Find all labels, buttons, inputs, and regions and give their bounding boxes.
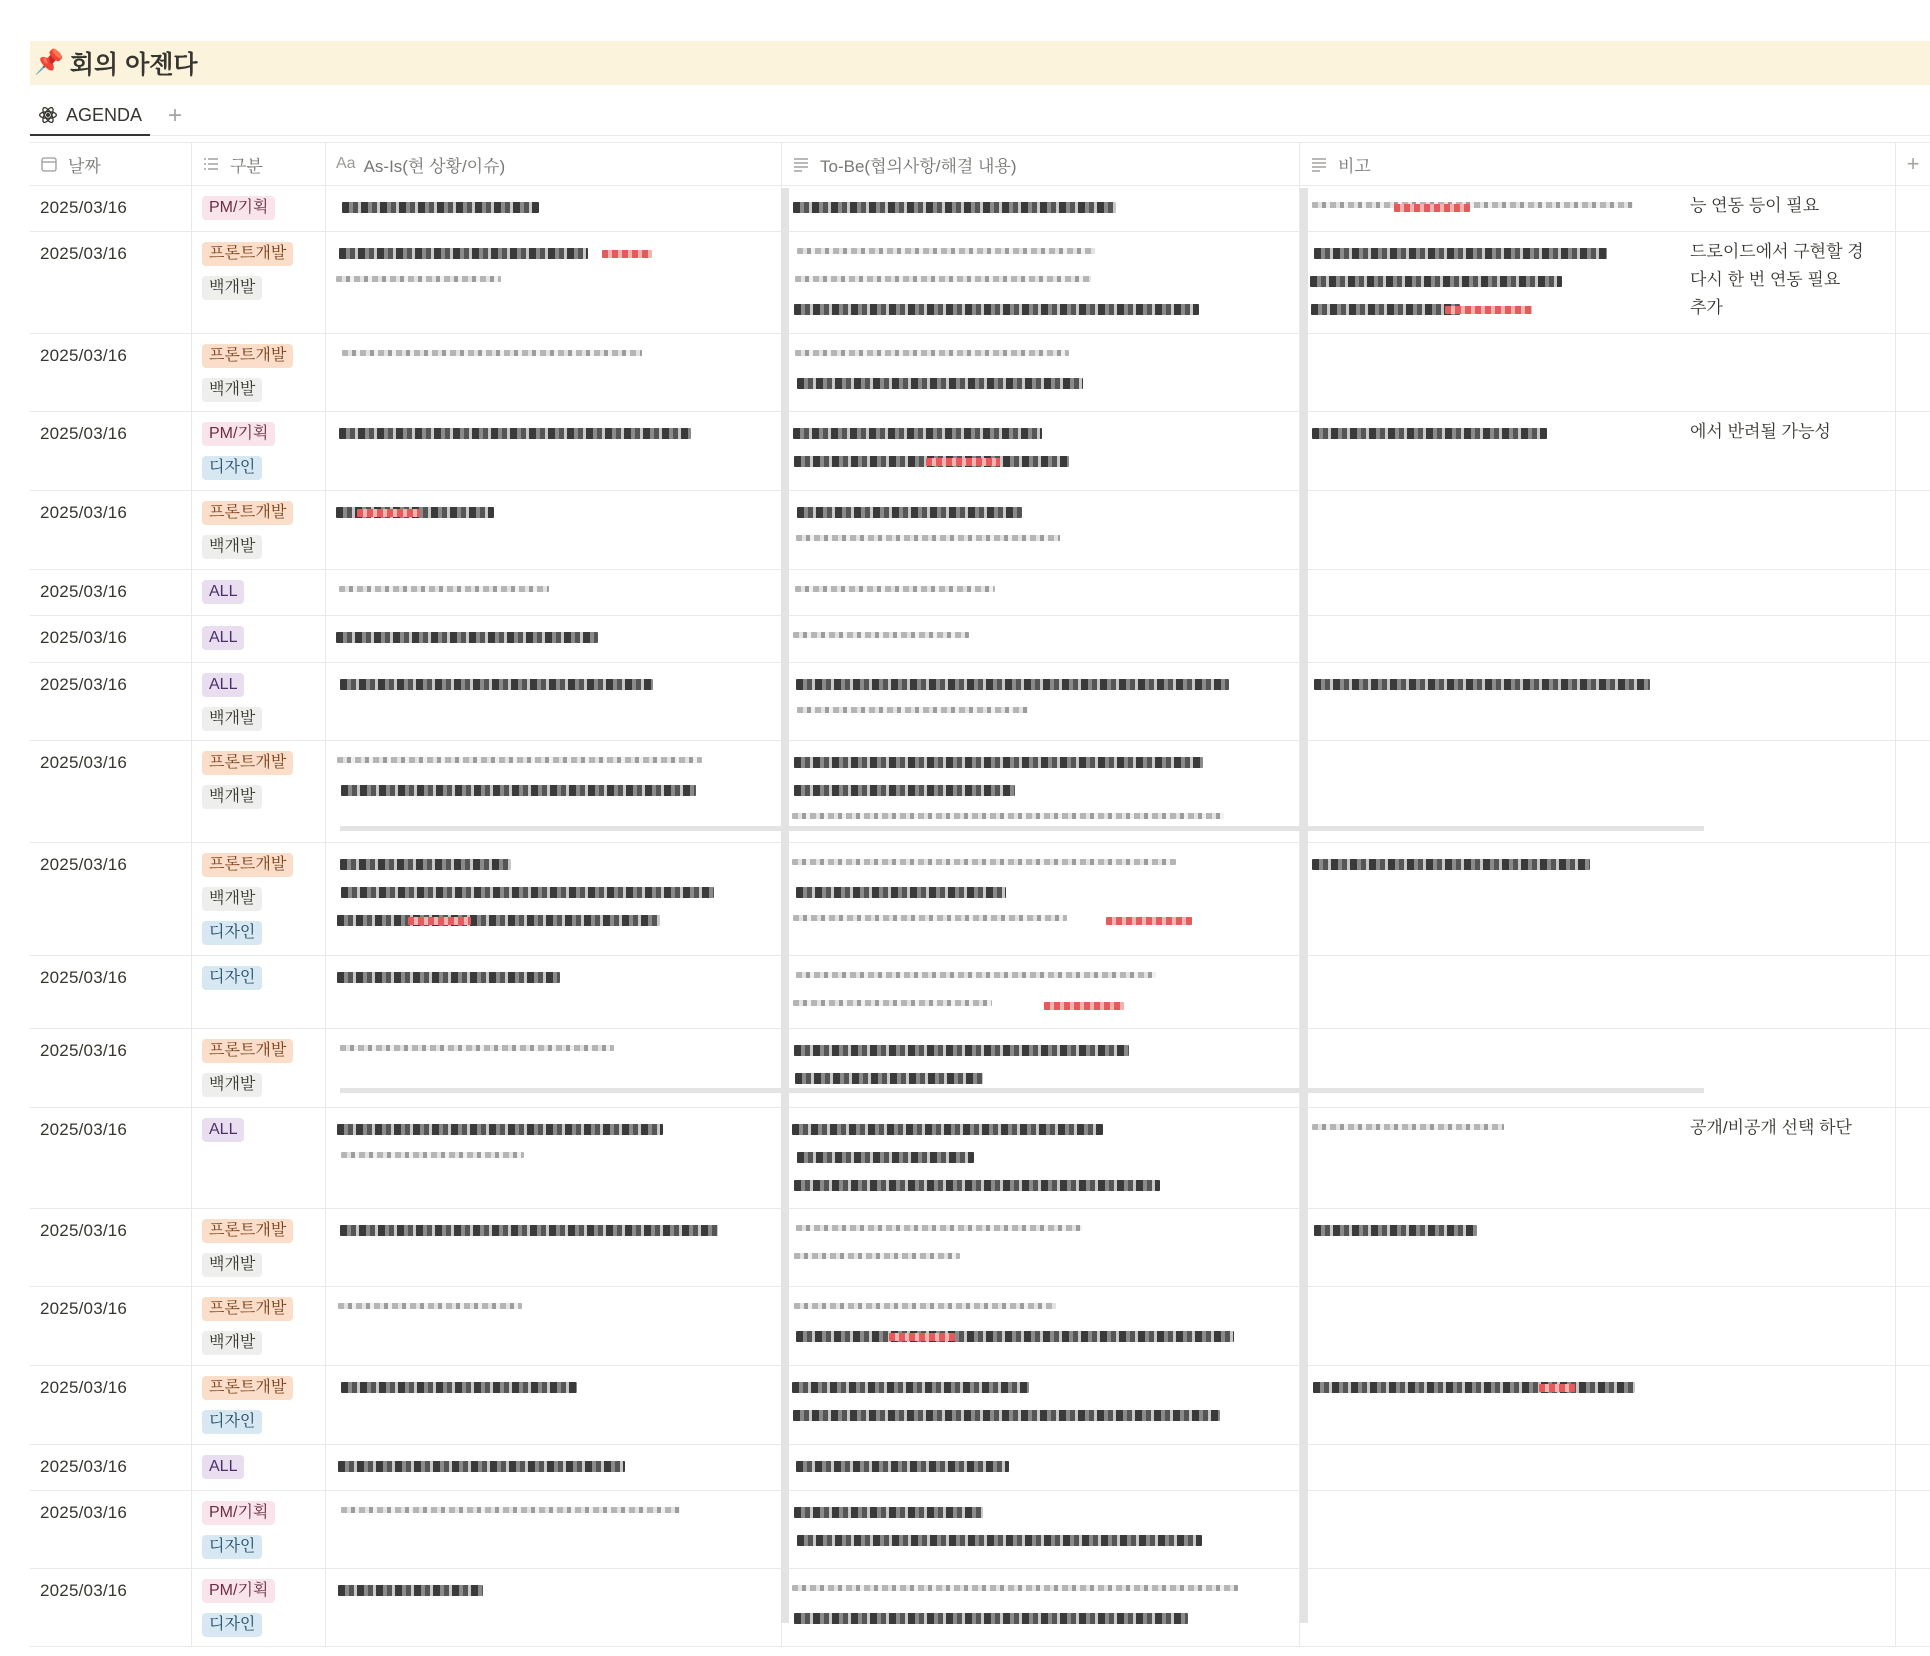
redacted-text: [1539, 1384, 1575, 1392]
cell-category[interactable]: [192, 843, 326, 955]
note-value: 다시 한 번 연동 필요: [1690, 270, 1841, 289]
cell-empty: [1896, 491, 1930, 569]
redacted-text: [889, 1333, 955, 1341]
note-value: 추가: [1690, 298, 1723, 317]
cell-date[interactable]: [30, 491, 192, 569]
cell-note[interactable]: [1300, 186, 1896, 231]
category-tag: 프론트개발: [202, 853, 293, 877]
redacted-text: [341, 785, 696, 796]
redacted-text: [792, 1585, 1238, 1591]
cell-asis[interactable]: [326, 1366, 782, 1444]
redacted-text: [341, 1152, 524, 1158]
column-header-tobe-label: To-Be(협의사항/해결 내용): [820, 156, 1017, 176]
cell-category[interactable]: [192, 663, 326, 740]
column-header-date-label: 날짜: [68, 156, 101, 176]
redacted-text: [794, 1253, 960, 1259]
category-tag: 디자인: [202, 456, 262, 480]
cell-category[interactable]: [192, 616, 326, 662]
category-tag: PM/기획: [202, 422, 275, 446]
cell-empty: [1896, 232, 1930, 333]
view-tab-agenda[interactable]: [30, 96, 150, 136]
date-value: 2025/03/16: [40, 1457, 128, 1476]
redacted-text: [336, 632, 598, 643]
cell-category[interactable]: [192, 186, 326, 231]
date-value: 2025/03/16: [40, 1378, 128, 1397]
redacted-text: [796, 972, 1156, 978]
cell-date[interactable]: [30, 1287, 192, 1365]
category-tag: 프론트개발: [202, 242, 293, 266]
cell-category[interactable]: [192, 232, 326, 333]
add-view-button[interactable]: +: [168, 101, 183, 129]
redacted-text: [337, 757, 702, 763]
date-value: 2025/03/16: [40, 1041, 128, 1060]
category-tag: 백개발: [202, 535, 262, 559]
category-tag: ALL: [202, 580, 244, 604]
cell-asis[interactable]: [326, 1287, 782, 1365]
cell-note[interactable]: [1300, 1366, 1896, 1444]
cell-asis[interactable]: [326, 186, 782, 231]
redacted-text: [797, 507, 1022, 518]
list-icon: [202, 155, 220, 173]
cell-category[interactable]: [192, 1366, 326, 1444]
redacted-text: [794, 1613, 1188, 1624]
cell-note[interactable]: [1300, 1209, 1896, 1286]
redacted-text: [1044, 1002, 1124, 1010]
redacted-text: [408, 917, 471, 925]
redacted-text: [1314, 248, 1607, 259]
cell-empty: [1896, 663, 1930, 740]
note-value: 드로이드에서 구현할 경: [1690, 242, 1864, 261]
redacted-text: [794, 1045, 1129, 1056]
column-header-date[interactable]: [30, 143, 192, 185]
cell-date[interactable]: [30, 570, 192, 615]
table-row[interactable]: [30, 1108, 1930, 1209]
date-value: 2025/03/16: [40, 855, 128, 874]
view-tab-label: AGENDA: [66, 104, 143, 125]
redacted-text: [793, 1000, 992, 1006]
date-value: 2025/03/16: [40, 1221, 128, 1240]
redacted-text: [795, 1073, 983, 1084]
date-value: 2025/03/16: [40, 503, 128, 522]
page-title[interactable]: 회의 아젠다: [69, 51, 198, 79]
cell-tobe[interactable]: [782, 232, 1300, 333]
redacted-text: [342, 202, 539, 213]
cell-note[interactable]: [1300, 1491, 1896, 1568]
redacted-text: [793, 202, 1116, 213]
date-value: 2025/03/16: [40, 582, 128, 601]
cell-category[interactable]: [192, 491, 326, 569]
redacted-text: [792, 859, 1176, 865]
note-value: 능 연동 등이 필요: [1690, 196, 1820, 215]
cell-date[interactable]: [30, 663, 192, 740]
table-row[interactable]: [30, 1287, 1930, 1366]
table-row[interactable]: [30, 1569, 1930, 1647]
redacted-text: [1312, 1124, 1504, 1130]
cell-date[interactable]: [30, 1108, 192, 1208]
redacted-text: [1314, 679, 1650, 690]
category-tag: 백개발: [202, 887, 262, 911]
react-atom-icon: [38, 105, 58, 125]
redacted-text: [797, 1152, 974, 1163]
date-value: 2025/03/16: [40, 1581, 128, 1600]
category-tag: PM/기획: [202, 1501, 275, 1525]
redacted-text: [339, 586, 549, 592]
redacted-text: [336, 276, 501, 282]
redacted-text: [793, 428, 1042, 439]
table-row[interactable]: [30, 1445, 1930, 1491]
cell-empty: [1896, 334, 1930, 411]
row-divider: [340, 826, 1704, 831]
redacted-text: [1312, 859, 1590, 870]
cell-asis[interactable]: [326, 491, 782, 569]
redacted-text: [794, 304, 1199, 315]
redacted-text: [1314, 1225, 1477, 1236]
redacted-text: [341, 1507, 680, 1513]
redacted-text: [796, 1225, 1082, 1231]
redacted-text: [1312, 202, 1633, 208]
category-tag: 프론트개발: [202, 344, 293, 368]
cell-date[interactable]: [30, 1029, 192, 1107]
column-divider: [1300, 188, 1308, 1623]
cell-note[interactable]: [1300, 956, 1896, 1028]
page-title-callout: [30, 41, 1930, 85]
cell-empty: [1896, 1569, 1930, 1646]
cell-tobe[interactable]: [782, 491, 1300, 569]
cell-asis[interactable]: [326, 1569, 782, 1646]
redacted-text: [794, 1303, 1056, 1309]
cell-empty: [1896, 1209, 1930, 1286]
date-value: 2025/03/16: [40, 1120, 128, 1139]
redacted-text: [796, 535, 1060, 541]
cell-empty: [1896, 1366, 1930, 1444]
cell-category[interactable]: [192, 956, 326, 1028]
redacted-text: [794, 785, 1015, 796]
redacted-text: [796, 1331, 1234, 1342]
cell-tobe[interactable]: [782, 570, 1300, 615]
cell-date[interactable]: [30, 186, 192, 231]
category-tag: ALL: [202, 1455, 244, 1479]
cell-note[interactable]: [1300, 1445, 1896, 1490]
cell-tobe[interactable]: [782, 843, 1300, 955]
calendar-icon: [40, 155, 58, 173]
redacted-text: [796, 679, 1229, 690]
table-header: [30, 142, 1930, 186]
cell-note[interactable]: [1300, 412, 1896, 490]
category-tag: PM/기획: [202, 1579, 275, 1603]
cell-asis[interactable]: [326, 1108, 782, 1208]
cell-date[interactable]: [30, 1445, 192, 1490]
cell-note[interactable]: [1300, 491, 1896, 569]
cell-asis[interactable]: [326, 843, 782, 955]
cell-category[interactable]: [192, 1491, 326, 1568]
redacted-text: [340, 679, 653, 690]
redacted-text: [340, 859, 511, 870]
redacted-text: [338, 1585, 483, 1596]
date-value: 2025/03/16: [40, 1503, 128, 1522]
category-tag: 백개발: [202, 1073, 262, 1097]
redacted-text: [793, 1410, 1220, 1421]
category-tag: 디자인: [202, 1613, 262, 1637]
redacted-text: [926, 458, 1000, 466]
cell-category[interactable]: [192, 1287, 326, 1365]
cell-tobe[interactable]: [782, 663, 1300, 740]
redacted-text: [792, 813, 1224, 819]
cell-asis[interactable]: [326, 1209, 782, 1286]
date-value: 2025/03/16: [40, 244, 128, 263]
cell-date[interactable]: [30, 232, 192, 333]
cell-tobe[interactable]: [782, 956, 1300, 1028]
cell-tobe[interactable]: [782, 1491, 1300, 1568]
cell-tobe[interactable]: [782, 334, 1300, 411]
cell-asis[interactable]: [326, 663, 782, 740]
table-row[interactable]: [30, 334, 1930, 412]
category-tag: ALL: [202, 673, 244, 697]
category-tag: 백개발: [202, 1331, 262, 1355]
category-tag: 디자인: [202, 1535, 262, 1559]
column-header-note-label: 비고: [1338, 156, 1371, 176]
date-value: 2025/03/16: [40, 198, 128, 217]
date-value: 2025/03/16: [40, 628, 128, 647]
cell-date[interactable]: [30, 1209, 192, 1286]
redacted-text: [792, 1382, 1029, 1393]
redacted-text: [602, 250, 652, 258]
cell-date[interactable]: [30, 1569, 192, 1646]
cell-asis[interactable]: [326, 570, 782, 615]
cell-tobe[interactable]: [782, 616, 1300, 662]
cell-empty: [1896, 956, 1930, 1028]
redacted-text: [795, 276, 1091, 282]
cell-category[interactable]: [192, 1108, 326, 1208]
cell-tobe[interactable]: [782, 1287, 1300, 1365]
cell-asis[interactable]: [326, 334, 782, 411]
row-divider: [340, 1088, 1704, 1093]
redacted-text: [797, 1535, 1202, 1546]
date-value: 2025/03/16: [40, 968, 128, 987]
database-view-tabs: [30, 96, 1930, 136]
redacted-text: [338, 1303, 522, 1309]
text-lines-icon: [792, 155, 810, 173]
redacted-text: [342, 350, 642, 356]
redacted-text: [341, 887, 714, 898]
redacted-text: [1311, 304, 1460, 315]
redacted-text: [797, 248, 1095, 254]
column-header-category[interactable]: [192, 143, 326, 185]
table-body: [30, 186, 1930, 1647]
column-header-asis[interactable]: [326, 143, 782, 185]
table-row[interactable]: [30, 186, 1930, 232]
cell-tobe[interactable]: [782, 1445, 1300, 1490]
category-tag: ALL: [202, 626, 244, 650]
column-header-note[interactable]: [1300, 143, 1896, 185]
redacted-text: [1394, 204, 1470, 212]
category-tag: 백개발: [202, 1253, 262, 1277]
cell-note[interactable]: [1300, 334, 1896, 411]
category-tag: 디자인: [202, 966, 262, 990]
redacted-text: [339, 428, 691, 439]
cell-date[interactable]: [30, 843, 192, 955]
cell-date[interactable]: [30, 956, 192, 1028]
category-tag: 프론트개발: [202, 1376, 293, 1400]
redacted-text: [339, 248, 588, 259]
category-tag: 프론트개발: [202, 751, 293, 775]
redacted-text: [340, 1225, 718, 1236]
redacted-text: [357, 509, 420, 517]
cell-category[interactable]: [192, 1029, 326, 1107]
cell-tobe[interactable]: [782, 186, 1300, 231]
table-row[interactable]: [30, 232, 1930, 334]
cell-category[interactable]: [192, 1569, 326, 1646]
date-value: 2025/03/16: [40, 424, 128, 443]
redacted-text: [796, 1461, 1009, 1472]
cell-note[interactable]: [1300, 570, 1896, 615]
cell-tobe[interactable]: [782, 412, 1300, 490]
redacted-text: [1106, 917, 1192, 925]
redacted-text: [794, 1507, 983, 1518]
redacted-text: [797, 707, 1028, 713]
cell-tobe[interactable]: [782, 1108, 1300, 1208]
cell-asis[interactable]: [326, 412, 782, 490]
table-row[interactable]: [30, 412, 1930, 491]
category-tag: 백개발: [202, 785, 262, 809]
add-property-button[interactable]: +: [1906, 151, 1920, 176]
table-row[interactable]: [30, 616, 1930, 663]
table-row[interactable]: [30, 843, 1930, 956]
cell-empty: [1896, 1287, 1930, 1365]
redacted-text: [794, 1180, 1160, 1191]
cell-note[interactable]: [1300, 663, 1896, 740]
redacted-text: [792, 1124, 1103, 1135]
redacted-text: [1312, 428, 1547, 439]
column-header-tobe[interactable]: [782, 143, 1300, 185]
cell-empty: [1896, 570, 1930, 615]
table-row[interactable]: [30, 491, 1930, 570]
cell-empty: [1896, 1445, 1930, 1490]
cell-note[interactable]: [1300, 232, 1896, 333]
cell-empty: [1896, 412, 1930, 490]
redacted-text: [794, 757, 1203, 768]
cell-category[interactable]: [192, 1209, 326, 1286]
cell-note[interactable]: [1300, 1569, 1896, 1646]
cell-category[interactable]: [192, 412, 326, 490]
cell-asis[interactable]: [326, 956, 782, 1028]
database-table: [30, 142, 1930, 1647]
cell-empty: [1896, 616, 1930, 662]
cell-date[interactable]: [30, 334, 192, 411]
redacted-text: [1445, 306, 1532, 314]
redacted-text: [793, 915, 1067, 921]
text-aa-icon: Aa: [336, 155, 356, 172]
cell-asis[interactable]: [326, 1445, 782, 1490]
cell-note[interactable]: [1300, 1029, 1896, 1107]
table-row[interactable]: [30, 1209, 1930, 1287]
category-tag: 디자인: [202, 921, 262, 945]
cell-note[interactable]: [1300, 616, 1896, 662]
cell-date[interactable]: [30, 616, 192, 662]
date-value: 2025/03/16: [40, 346, 128, 365]
column-divider: [781, 188, 789, 1623]
cell-asis[interactable]: [326, 1029, 782, 1107]
cell-note[interactable]: [1300, 1287, 1896, 1365]
table-row[interactable]: [30, 570, 1930, 616]
cell-empty: [1896, 186, 1930, 231]
table-row[interactable]: [30, 1029, 1930, 1108]
redacted-text: [341, 1382, 577, 1393]
redacted-text: [337, 972, 560, 983]
pushpin-icon: 📌: [34, 49, 64, 76]
category-tag: 프론트개발: [202, 501, 293, 525]
cell-tobe[interactable]: [782, 1569, 1300, 1646]
category-tag: 프론트개발: [202, 1297, 293, 1321]
cell-date[interactable]: [30, 412, 192, 490]
table-row[interactable]: [30, 1366, 1930, 1445]
cell-empty: [1896, 1029, 1930, 1107]
cell-tobe[interactable]: [782, 1029, 1300, 1107]
table-row[interactable]: [30, 1491, 1930, 1569]
note-value: 에서 반려될 가능성: [1690, 422, 1831, 441]
category-tag: 프론트개발: [202, 1039, 293, 1063]
cell-empty: [1896, 843, 1930, 955]
cell-category[interactable]: [192, 570, 326, 615]
redacted-text: [1313, 1382, 1635, 1393]
redacted-text: [797, 378, 1083, 389]
redacted-text: [793, 632, 969, 638]
cell-tobe[interactable]: [782, 1366, 1300, 1444]
redacted-text: [337, 1124, 663, 1135]
cell-empty: [1896, 1491, 1930, 1568]
cell-asis[interactable]: [326, 1491, 782, 1568]
category-tag: 프론트개발: [202, 1219, 293, 1243]
cell-tobe[interactable]: [782, 1209, 1300, 1286]
cell-category[interactable]: [192, 1445, 326, 1490]
text-lines-icon: [1310, 155, 1328, 173]
cell-note[interactable]: [1300, 843, 1896, 955]
category-tag: 디자인: [202, 1410, 262, 1434]
cell-empty: [1896, 741, 1930, 842]
cell-category[interactable]: [192, 334, 326, 411]
column-header-asis-label: As-Is(현 상황/이슈): [363, 156, 506, 176]
category-tag: ALL: [202, 1118, 244, 1142]
cell-date[interactable]: [30, 1491, 192, 1568]
redacted-text: [795, 586, 995, 592]
redacted-text: [340, 1045, 614, 1051]
redacted-text: [338, 1461, 625, 1472]
redacted-text: [337, 915, 660, 926]
cell-date[interactable]: [30, 1366, 192, 1444]
date-value: 2025/03/16: [40, 1299, 128, 1318]
category-tag: PM/기획: [202, 196, 275, 220]
redacted-text: [1310, 276, 1562, 287]
cell-asis[interactable]: [326, 616, 782, 662]
category-tag: 백개발: [202, 707, 262, 731]
cell-category[interactable]: [192, 741, 326, 842]
note-value: 공개/비공개 선택 하단: [1690, 1118, 1852, 1137]
cell-date[interactable]: [30, 741, 192, 842]
table-row[interactable]: [30, 956, 1930, 1029]
date-value: 2025/03/16: [40, 675, 128, 694]
table-row[interactable]: [30, 663, 1930, 741]
column-header-category-label: 구분: [230, 156, 263, 176]
redacted-text: [796, 887, 1006, 898]
category-tag: 백개발: [202, 378, 262, 402]
cell-asis[interactable]: [326, 232, 782, 333]
redacted-text: [795, 350, 1069, 356]
cell-empty: [1896, 1108, 1930, 1208]
cell-note[interactable]: [1300, 1108, 1896, 1208]
category-tag: 백개발: [202, 276, 262, 300]
date-value: 2025/03/16: [40, 753, 128, 772]
